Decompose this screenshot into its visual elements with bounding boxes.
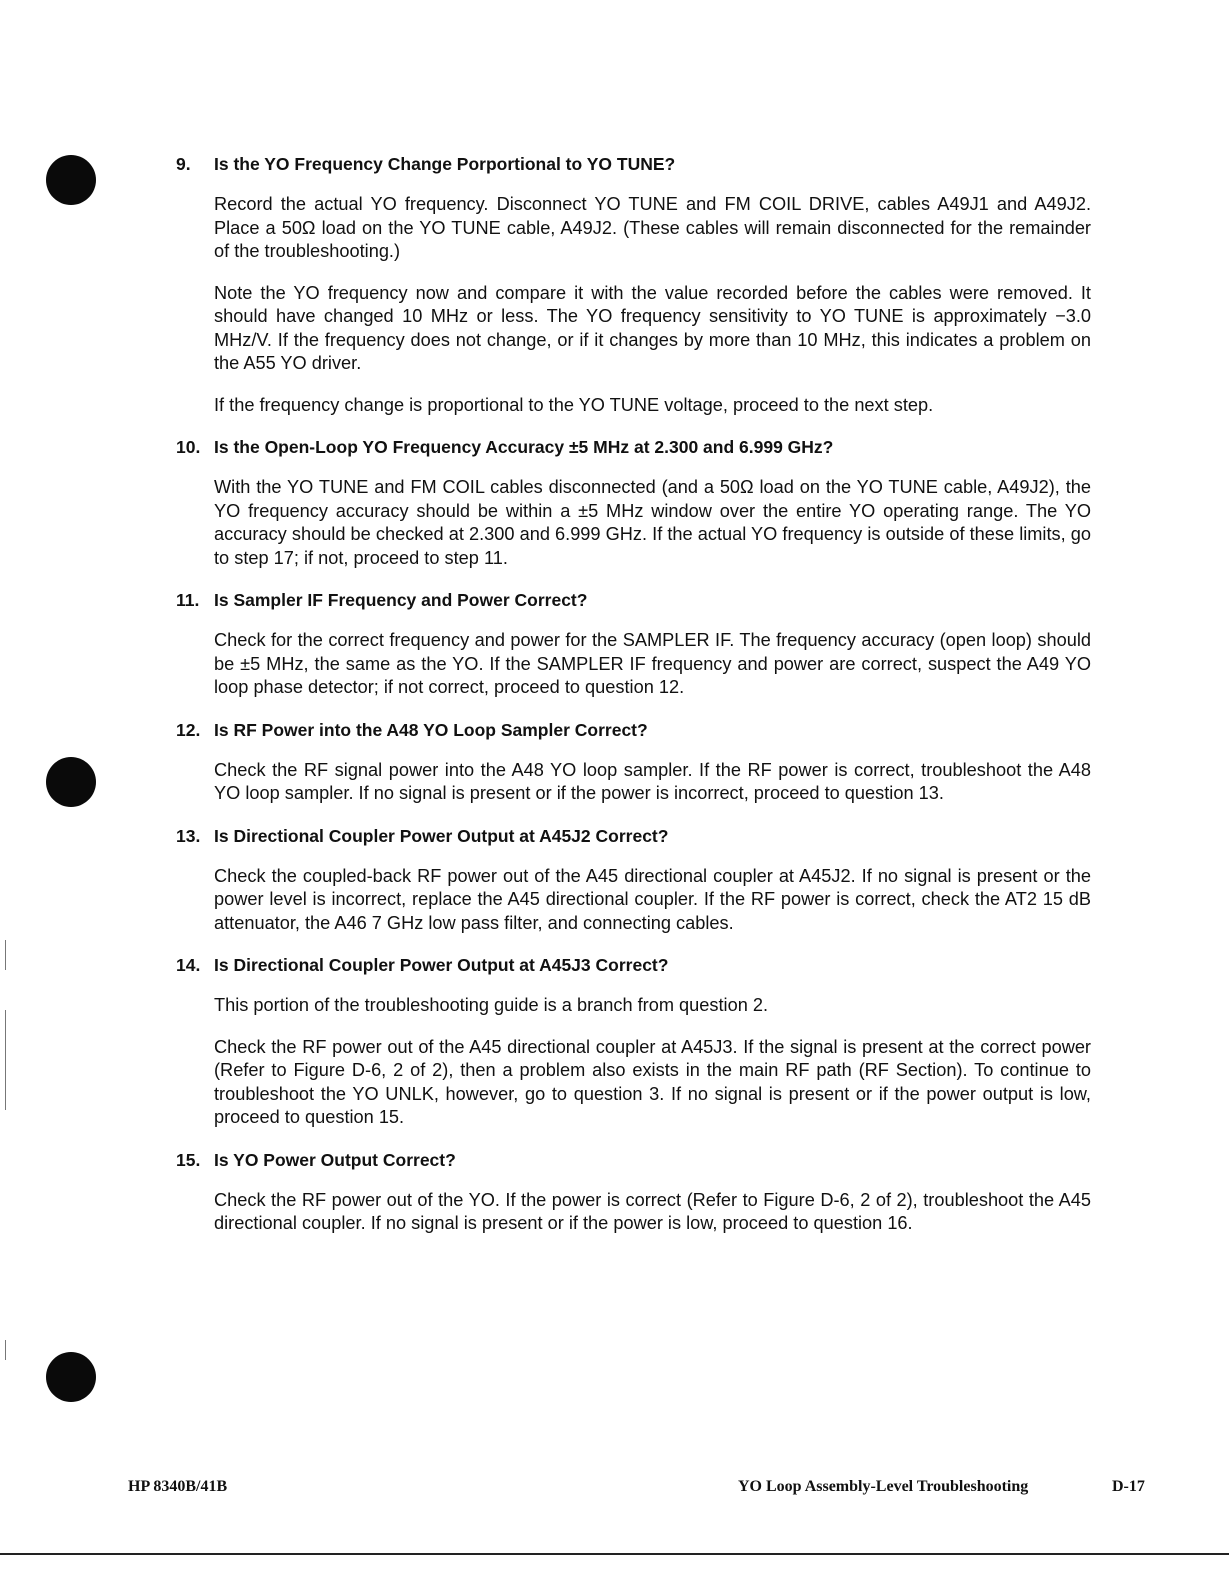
body-paragraph: Check the RF power out of the YO. If the power is correct (Refer to Figure D-6, 2 of 2), troubleshoot the A45 directional coupler. If no signal is present or if the power is low, proceed to question 16.	[214, 1189, 1091, 1233]
question-number: 9.	[176, 154, 191, 174]
body-paragraph: With the YO TUNE and FM COIL cables disconnected (and a 50Ω load on the YO TUNE cable, A49J2), the YO frequency accuracy should be within a ±5 MHz window over the entire YO operating range. The YO accuracy should be checked at 2.300 and 6.999 GHz. If the actual YO frequency is outside of these limits, go to step 17; if not, proceed to step 11.	[214, 477, 1091, 568]
question-number: 10.	[176, 437, 201, 457]
body-paragraph: Note the YO frequency now and compare it with the value recorded before the cables were removed. It should have changed 10 MHz or less. The YO frequency sensitivity to YO TUNE is approximately −3.0 MHz/V. If the frequency does not change, or if it changes by more than 10 MHz, this indicates a problem on the A55 YO driver.	[214, 282, 1091, 373]
question-title: Is RF Power into the A48 YO Loop Sampler Correct?	[214, 719, 648, 740]
body-paragraph: Check the RF signal power into the A48 YO loop sampler. If the RF power is correct, troubleshoot the A48 YO loop sampler. If no signal is present or if the power is incorrect, proceed to question 13.	[214, 759, 1091, 803]
question-heading	[176, 435, 1091, 459]
body-paragraph: If the frequency change is proportional to the YO TUNE voltage, proceed to the next step.	[214, 394, 934, 415]
question-heading	[176, 1148, 1091, 1172]
margin-mark	[5, 1340, 6, 1360]
binder-hole-bottom	[46, 1352, 96, 1402]
question-title: Is Directional Coupler Power Output at A45J2 Correct?	[214, 825, 669, 846]
binder-hole-middle	[46, 757, 96, 807]
margin-mark	[5, 940, 6, 970]
question-number: 14.	[176, 955, 201, 975]
question-title: Is YO Power Output Correct?	[214, 1149, 456, 1170]
question-heading	[176, 152, 1091, 176]
question-heading	[176, 824, 1091, 848]
body-paragraph: Record the actual YO frequency. Disconnect YO TUNE and FM COIL DRIVE, cables A49J1 and A49J2. Place a 50Ω load on the YO TUNE cable, A49J2. (These cables will remain disconnected for the remainder of the troubleshooting.)	[214, 194, 1091, 261]
footer-section-title: YO Loop Assembly-Level Troubleshooting	[738, 1478, 1029, 1495]
bottom-rule	[0, 1553, 1229, 1555]
footer-page-number: D-17	[1112, 1478, 1145, 1495]
question-number: 12.	[176, 719, 201, 740]
question-title: Is the YO Frequency Change Porportional to YO TUNE?	[214, 154, 676, 174]
body-paragraph: This portion of the troubleshooting guide is a branch from question 2.	[214, 995, 769, 1015]
question-number: 13.	[176, 825, 201, 846]
body-paragraph: Check the RF power out of the A45 directional coupler at A45J3. If the signal is present at the correct power (Refer to Figure D-6, 2 of 2), then a problem also exists in the main RF path (RF Section). To continue to troubleshoot the YO UNLK, however, go to question 3. If no signal is present or if the power output is low, proceed to question 15.	[214, 1036, 1091, 1127]
question-title: Is Directional Coupler Power Output at A45J3 Correct?	[214, 955, 669, 975]
footer-model: HP 8340B/41B	[128, 1478, 228, 1495]
question-title: Is the Open-Loop YO Frequency Accuracy ±5 MHz at 2.300 and 6.999 GHz?	[214, 437, 834, 457]
page-content	[176, 152, 1091, 1254]
question-heading	[176, 718, 1091, 742]
body-paragraph: Check the coupled-back RF power out of the A45 directional coupler at A45J2. If no signal is present or the power level is incorrect, replace the A45 directional coupler. If the RF power is correct, check the AT2 15 dB attenuator, the A46 7 GHz low pass filter, and connecting cables.	[214, 865, 1091, 933]
margin-mark	[5, 1010, 6, 1110]
question-title: Is Sampler IF Frequency and Power Correct?	[214, 590, 588, 610]
question-heading	[176, 953, 1091, 977]
question-heading	[176, 588, 1091, 612]
question-number: 11.	[176, 590, 200, 610]
question-number: 15.	[176, 1149, 201, 1170]
body-paragraph: Check for the correct frequency and power for the SAMPLER IF. The frequency accuracy (open loop) should be ±5 MHz, the same as the YO. If the SAMPLER IF frequency and power are correct, suspect the A49 YO loop phase detector; if not correct, proceed to question 12.	[214, 630, 1091, 697]
binder-hole-top	[46, 155, 96, 205]
